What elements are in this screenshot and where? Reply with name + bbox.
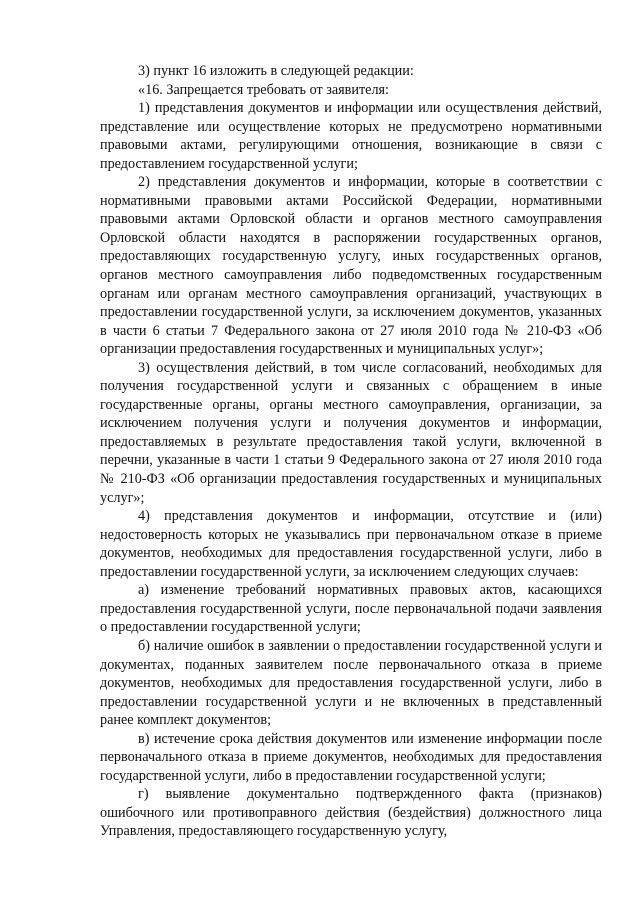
paragraph-subitem-1: 1) представления документов и информации или осуществления действий, представление или осуществление которых не предусмотрено нормативными правовыми актами, регулирующими отношения, возникающие в связи с предоставлением государственной услуги;: [100, 100, 602, 172]
paragraph-case-g: г) выявление документально подтвержденного факта (признаков) ошибочного или противоправного действия (бездействия) должностного лица Управления, предоставляющего государственную услугу,: [100, 786, 602, 840]
paragraph-subitem-3: 3) осуществления действий, в том числе согласований, необходимых для получения государственной услуги и связанных с обращением в иные государственные органы, органы местного самоуправления, организации, за исключением получения услуги и получения документов и информации, предоставляемых в результате предоставления такой услуги, включенной в перечни, указанные в части 1 статьи 9 Федерального закона от 27 июля 2010 года № 210-ФЗ «Об организации предоставления государственных и муниципальных услуг»;: [100, 359, 602, 506]
paragraph-subitem-4: 4) представления документов и информации, отсутствие и (или) недостоверность которых не указывались при первоначальном отказе в приеме документов, необходимых для предоставления государственной услуги, либо в предоставлении государственной услуги, за исключением следующих случаев:: [100, 508, 602, 580]
paragraph-item-16-heading: «16. Запрещается требовать от заявителя:: [138, 81, 389, 98]
document-body: [100, 62, 602, 841]
paragraph-case-a: а) изменение требований нормативных правовых актов, касающихся предоставления государственной услуги, после первоначальной подачи заявления о предоставлении государственной услуги;: [100, 582, 602, 636]
paragraph-amendment-intro: 3) пункт 16 изложить в следующей редакции:: [138, 63, 414, 79]
paragraph-case-v: в) истечение срока действия документов или изменение информации после первоначального отказа в приеме документов, необходимых для предоставления государственной услуги, либо в предоставлении государственной услуги;: [100, 730, 602, 784]
paragraph-case-b: б) наличие ошибок в заявлении о предоставлении государственной услуги и документах, поданных заявителем после первоначального отказа в приеме документов, необходимых для предоставления государственной услуги, либо в предоставлении государственной услуги и не включенных в представленный ранее комплект документов;: [100, 637, 602, 729]
paragraph-subitem-2: 2) представления документов и информации, которые в соответствии с нормативными правовыми актами Российской Федерации, нормативными правовыми актами Орловской области и органов местного самоуправления Орловской области находятся в распоряжении государственных органов, предоставляющих государственную услугу, иных государственных органов, органов местного самоуправления либо подведомственных государственным органам или органам местного самоуправления организаций, участвующих в предоставлении государственной услуги, за исключением документов, указанных в части 6 статьи 7 Федерального закона от 27 июля 2010 года № 210-ФЗ «Об организации предоставления государственных и муниципальных услуг»;: [100, 174, 602, 358]
